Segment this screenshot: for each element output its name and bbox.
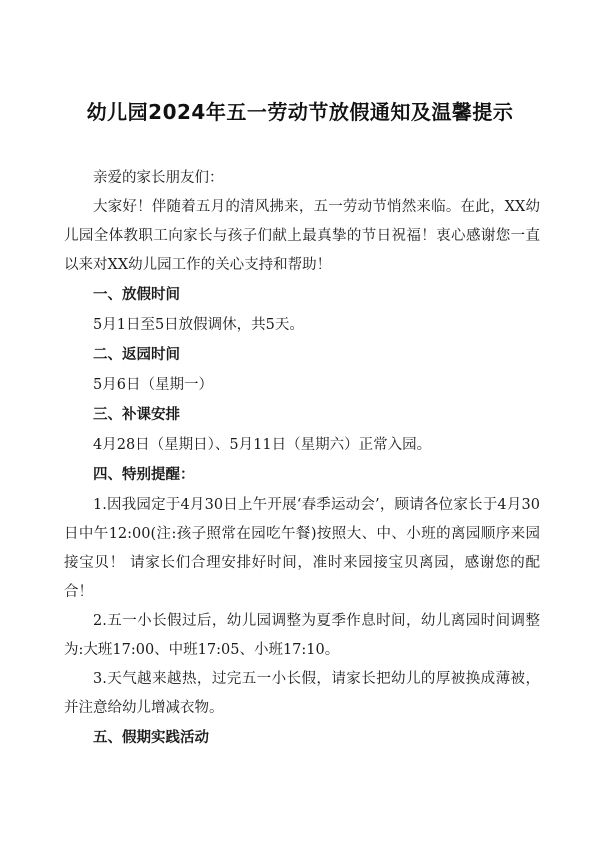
intro-paragraph: 大家好！伴随着五月的清风拂来，五一劳动节悄然来临。在此，XX幼儿园全体教职工向家长与孩子们献上最真挚的节日祝福！衷心感谢您一直以来对XX幼儿园工作的关心支持和帮助！	[64, 199, 540, 273]
section-heading-return: 二、返园时间	[93, 347, 180, 363]
section-text-makeup: 4月28日（星期日）、5月11日（星期六）正常入园。	[93, 437, 432, 453]
section-text-return: 5月6日（星期一）	[93, 377, 213, 393]
section-heading-activity: 五、假期实践活动	[93, 730, 209, 746]
reminder-item-3: 3.天气越来越热，过完五一小长假，请家长把幼儿的厚被换成薄被，并注意给幼儿增减衣物。	[64, 671, 540, 716]
document-body	[64, 164, 540, 754]
document-title: 幼儿园2024年五一劳动节放假通知及温馨提示	[86, 100, 514, 124]
section-heading-reminder: 四、特别提醒：	[93, 467, 195, 483]
section-heading-holiday: 一、放假时间	[93, 287, 180, 303]
reminder-item-1: 1.因我园定于4月30日上午开展‘春季运动会’，顾请各位家长于4月30日中午12:00(注:孩子照常在园吃午餐)按照大、中、小班的离园顺序来园接宝贝！ 请家长们合理安排好时间，准时来园接宝贝离园，感谢您的配合！	[64, 497, 540, 600]
reminder-item-2: 2.五一小长假过后，幼儿园调整为夏季作息时间，幼儿离园时间调整为:大班17:00、中班17:05、小班17:10。	[64, 613, 540, 658]
section-text-holiday: 5月1日至5日放假调休，共5天。	[93, 317, 304, 333]
section-heading-makeup: 三、补课安排	[93, 407, 180, 423]
greeting: 亲爱的家长朋友们：	[93, 170, 224, 186]
